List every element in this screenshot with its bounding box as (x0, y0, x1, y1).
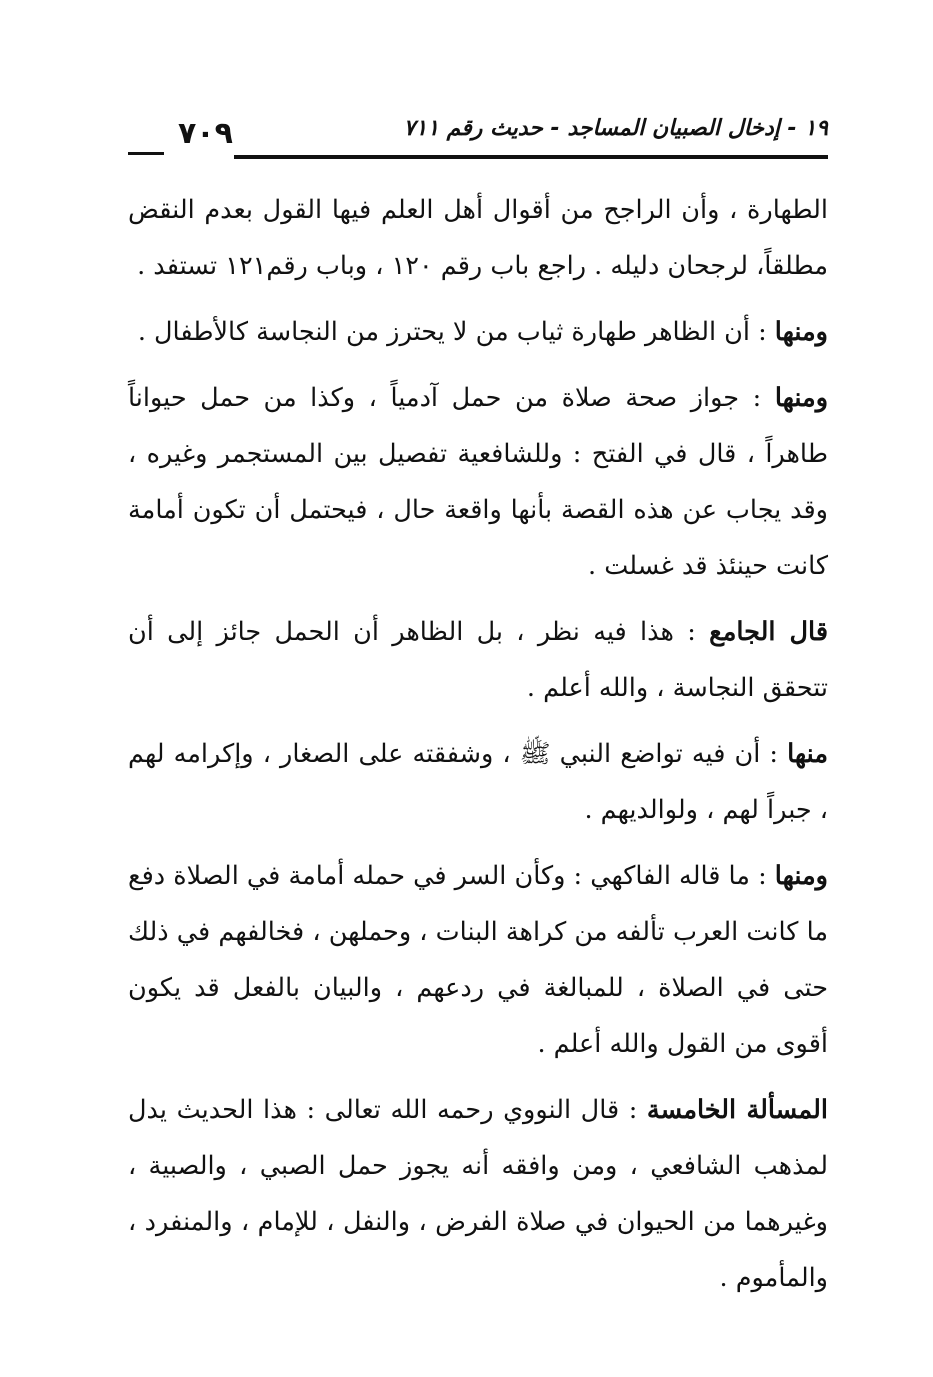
body-text (128, 182, 828, 1316)
paragraph-1 (128, 182, 828, 294)
paragraph-1-text: الطهارة ، وأن الراجح من أقوال أهل العلم فيها القول بعدم النقض مطلقاً، لرجحان دليله . راجع باب رقم ١٢٠ ، وباب رقم١٢١ تستفد . (128, 195, 828, 281)
paragraph-5-lead: منها (787, 739, 828, 769)
paragraph-2-lead: ومنها (774, 317, 828, 347)
header-rule (234, 155, 828, 159)
paragraph-7-text: : قال النووي رحمه الله تعالى : هذا الحديث يدل لمذهب الشافعي ، ومن وافقه أنه يجوز حمل الصبي ، والصبية ، وغيرهما من الحيوان في صلاة الفرض ، والنفل ، للإمام ، والمنفرد ، والمأموم . (128, 1095, 828, 1293)
paragraph-6-lead: ومنها (774, 861, 828, 891)
paragraph-3-text: : جواز صحة صلاة من حمل آدمياً ، وكذا من حمل حيواناً طاهراً ، قال في الفتح : وللشافعية تفصيل بين المستجمر وغيره ، وقد يجاب عن هذه القصة بأنها واقعة حال ، فيحتمل أن تكون أمامة كانت حينئذ قد غسلت . (128, 383, 828, 581)
paragraph-3-lead: ومنها (774, 383, 829, 413)
paragraph-2 (128, 304, 828, 360)
page-header (128, 112, 828, 164)
paragraph-2-text: : أن الظاهر طهارة ثياب من لا يحترز من النجاسة كالأطفال . (137, 317, 767, 347)
paragraph-7-lead: المسألة الخامسة (646, 1095, 828, 1125)
paragraph-6-text: : ما قاله الفاكهي : وكأن السر في حمله أمامة في الصلاة دفع ما كانت العرب تألفه من كراهة البنات ، وحملهن ، فخالفهم في ذلك حتى في الصلاة ، للمبالغة في ردعهم ، والبيان بالفعل قد يكون أقوى من القول والله أعلم . (128, 861, 828, 1059)
page-number-dash (128, 152, 164, 155)
running-title: ١٩ - إدخال الصبيان المساجد - حديث رقم ٧١١ (403, 116, 828, 141)
paragraph-6 (128, 848, 828, 1072)
paragraph-4-text: : هذا فيه نظر ، بل الظاهر أن الحمل جائز إلى أن تتحقق النجاسة ، والله أعلم . (128, 617, 828, 703)
paragraph-3 (128, 370, 828, 594)
page-number: ٧٠٩ (178, 116, 233, 151)
paragraph-4 (128, 604, 828, 716)
paragraph-5 (128, 726, 828, 838)
paragraph-4-lead: قال الجامع (709, 617, 829, 647)
paragraph-7 (128, 1082, 828, 1306)
paragraph-5-text: : أن فيه تواضع النبي ﷺ ، وشفقته على الصغار ، وإكرامه لهم ، جبراً لهم ، ولوالديهم . (128, 739, 828, 825)
